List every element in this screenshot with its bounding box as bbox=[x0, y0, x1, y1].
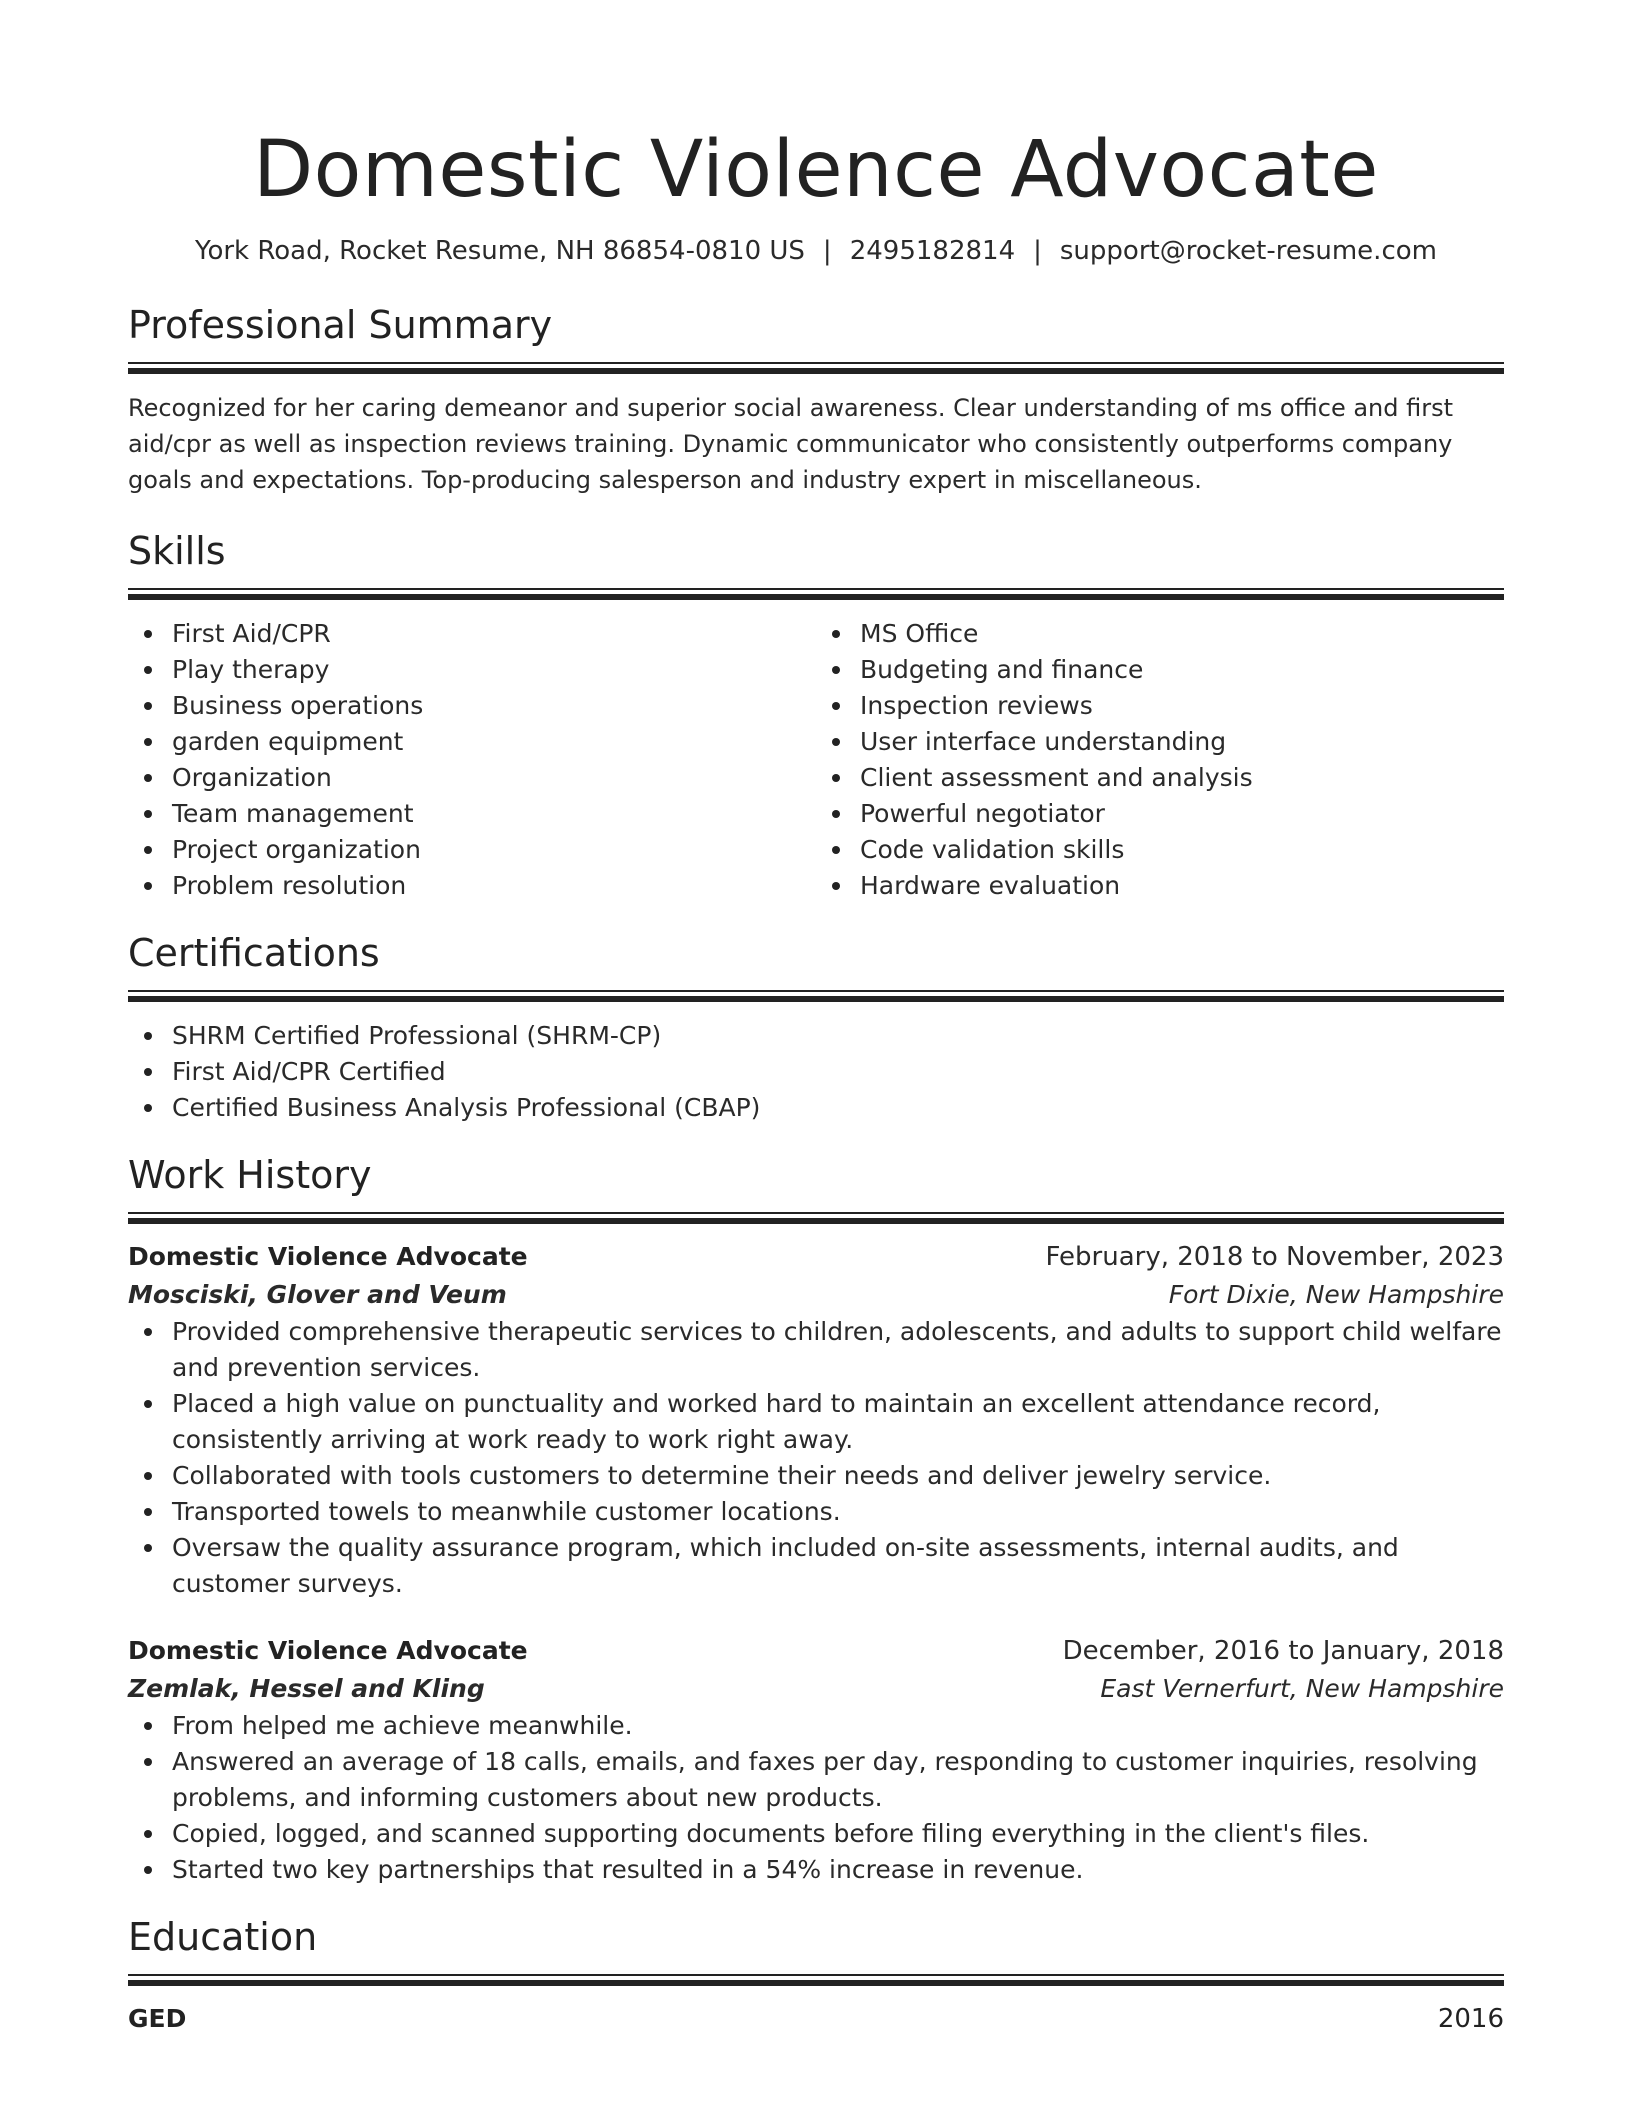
job-bullet: Transported towels to meanwhile customer locations. bbox=[172, 1494, 1504, 1530]
section-divider bbox=[128, 588, 1504, 602]
contact-phone: 2495182814 bbox=[849, 236, 1016, 266]
job-company: Mosciski, Glover and Veum bbox=[128, 1280, 507, 1309]
education-entry bbox=[128, 2000, 1504, 2038]
summary-section bbox=[128, 302, 1504, 498]
skill-item: Hardware evaluation bbox=[860, 868, 1504, 904]
skill-item: Problem resolution bbox=[172, 868, 816, 904]
job-bullets bbox=[128, 1314, 1504, 1602]
skill-item: MS Office bbox=[860, 616, 1504, 652]
education-year: 2016 bbox=[1437, 2004, 1504, 2034]
skill-item: Project organization bbox=[172, 832, 816, 868]
job-title: Domestic Violence Advocate bbox=[128, 1636, 528, 1665]
job-bullet: Oversaw the quality assurance program, which included on-site assessments, internal audits, and customer surveys. bbox=[172, 1530, 1504, 1602]
job-bullet: Provided comprehensive therapeutic services to children, adolescents, and adults to support child welfare and prevention services. bbox=[172, 1314, 1504, 1386]
skill-item: First Aid/CPR bbox=[172, 616, 816, 652]
skill-item: Powerful negotiator bbox=[860, 796, 1504, 832]
section-title-certifications: Certifications bbox=[128, 931, 380, 975]
education-section bbox=[128, 1914, 1504, 2038]
job-title: Domestic Violence Advocate bbox=[128, 1242, 528, 1271]
certification-item: Certified Business Analysis Professional (CBAP) bbox=[172, 1090, 1504, 1126]
section-title-summary: Professional Summary bbox=[128, 303, 553, 347]
skill-item: garden equipment bbox=[172, 724, 816, 760]
certification-item: First Aid/CPR Certified bbox=[172, 1054, 1504, 1090]
job-subheader bbox=[128, 1276, 1504, 1314]
skills-column-left bbox=[128, 616, 816, 904]
certifications-list bbox=[128, 1018, 1504, 1126]
skills-columns bbox=[128, 616, 1504, 904]
section-title-education: Education bbox=[128, 1915, 318, 1959]
job-company: Zemlak, Hessel and Kling bbox=[128, 1674, 485, 1703]
job-bullet: From helped me achieve meanwhile. bbox=[172, 1708, 1504, 1744]
certification-item: SHRM Certified Professional (SHRM-CP) bbox=[172, 1018, 1504, 1054]
job-dates: December, 2016 to January, 2018 bbox=[1062, 1636, 1504, 1666]
skill-item: Inspection reviews bbox=[860, 688, 1504, 724]
candidate-name: Domestic Violence Advocate bbox=[253, 125, 1379, 215]
contact-line bbox=[128, 234, 1504, 268]
skill-item: Client assessment and analysis bbox=[860, 760, 1504, 796]
contact-email: support@rocket-resume.com bbox=[1059, 236, 1437, 266]
job-location: East Vernerfurt, New Hampshire bbox=[1100, 1674, 1504, 1703]
job-dates: February, 2018 to November, 2023 bbox=[1045, 1242, 1504, 1272]
section-divider bbox=[128, 1212, 1504, 1226]
job-bullet: Started two key partnerships that resulted in a 54% increase in revenue. bbox=[172, 1852, 1504, 1888]
job-subheader bbox=[128, 1670, 1504, 1708]
job-bullet: Placed a high value on punctuality and worked hard to maintain an excellent attendance record, consistently arriving at work ready to work right away. bbox=[172, 1386, 1504, 1458]
section-divider bbox=[128, 990, 1504, 1004]
skill-item: User interface understanding bbox=[860, 724, 1504, 760]
work-history-section bbox=[128, 1152, 1504, 1888]
job-header bbox=[128, 1238, 1504, 1276]
skill-item: Budgeting and finance bbox=[860, 652, 1504, 688]
contact-separator: | bbox=[822, 236, 832, 266]
job-entry bbox=[128, 1632, 1504, 1888]
section-divider bbox=[128, 1974, 1504, 1988]
job-bullet: Copied, logged, and scanned supporting documents before filing everything in the client's files. bbox=[172, 1816, 1504, 1852]
section-title-work-history: Work History bbox=[128, 1153, 372, 1197]
skill-item: Organization bbox=[172, 760, 816, 796]
education-degree: GED bbox=[128, 2004, 187, 2033]
skill-item: Team management bbox=[172, 796, 816, 832]
skill-item: Code validation skills bbox=[860, 832, 1504, 868]
contact-address: York Road, Rocket Resume, NH 86854-0810 US bbox=[195, 236, 805, 266]
contact-separator: | bbox=[1033, 236, 1042, 266]
summary-text: Recognized for her caring demeanor and superior social awareness. Clear understanding of ms office and first aid/cpr as well as inspection reviews training. Dynamic communicator who consistently outperforms company goals and expectations. Top-producing salesperson and industry expert in miscellaneous. bbox=[128, 394, 1454, 494]
job-bullets bbox=[128, 1708, 1504, 1888]
job-entry bbox=[128, 1238, 1504, 1602]
section-title-skills: Skills bbox=[128, 529, 226, 573]
job-bullet: Answered an average of 18 calls, emails, and faxes per day, responding to customer inquiries, resolving problems, and informing customers about new products. bbox=[172, 1744, 1504, 1816]
certifications-section bbox=[128, 930, 1504, 1126]
job-location: Fort Dixie, New Hampshire bbox=[1168, 1280, 1504, 1309]
skill-item: Play therapy bbox=[172, 652, 816, 688]
skills-list-right bbox=[816, 616, 1504, 904]
job-bullet: Collaborated with tools customers to determine their needs and deliver jewelry service. bbox=[172, 1458, 1504, 1494]
skill-item: Business operations bbox=[172, 688, 816, 724]
skills-section bbox=[128, 528, 1504, 904]
skills-column-right bbox=[816, 616, 1504, 904]
skills-list-left bbox=[128, 616, 816, 904]
section-divider bbox=[128, 362, 1504, 376]
job-header bbox=[128, 1632, 1504, 1670]
